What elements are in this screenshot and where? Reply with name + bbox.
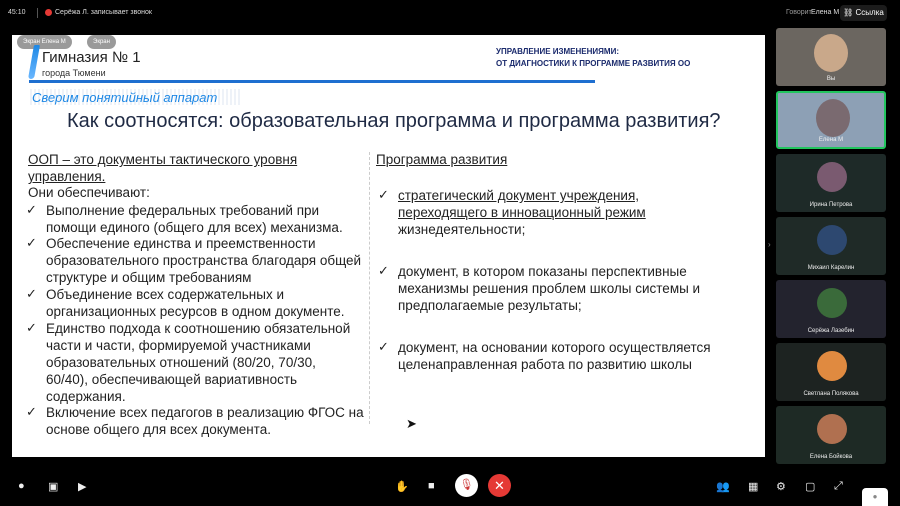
check-icon: ✓ bbox=[26, 286, 37, 301]
participant-name: Елена М bbox=[818, 137, 844, 143]
avatar bbox=[817, 225, 847, 255]
avatar bbox=[817, 288, 847, 318]
right-heading: Программа развития bbox=[376, 152, 508, 167]
check-icon: ✓ bbox=[26, 202, 37, 217]
column-divider bbox=[369, 152, 370, 424]
list-item-line: жизнедеятельности; bbox=[398, 222, 526, 237]
list-item-line: целенаправленная работа по развитию школы bbox=[398, 357, 692, 372]
grid-view-icon[interactable]: ▦ bbox=[748, 481, 759, 493]
list-item-line: переходящего в инновационный режим bbox=[398, 205, 646, 220]
list-item-line: помощи единого (общего для всех) механизма. bbox=[46, 220, 343, 235]
header-line: УПРАВЛЕНИЕ ИЗМЕНЕНИЯМИ: bbox=[496, 47, 619, 56]
record-icon[interactable]: ▶ bbox=[78, 481, 87, 493]
pip-icon[interactable]: ▢ bbox=[805, 481, 816, 493]
list-item bbox=[46, 320, 350, 405]
list-item bbox=[398, 263, 700, 314]
participant-tile[interactable] bbox=[776, 154, 886, 212]
check-icon: ✓ bbox=[26, 235, 37, 250]
list-item-line: образовательных отношений (80/20, 70/30, bbox=[46, 355, 316, 370]
participant-name: Светлана Полякова bbox=[803, 391, 859, 397]
link-button[interactable] bbox=[840, 5, 887, 21]
list-item-line: механизмы решения проблем школы системы и bbox=[398, 281, 701, 296]
participant-tile[interactable] bbox=[776, 343, 886, 401]
avatar bbox=[817, 162, 847, 192]
participant-name: Михаил Карелин bbox=[807, 265, 855, 271]
list-item-line: основе общего для всех документа. bbox=[46, 422, 271, 437]
participant-name: Елена Бойкова bbox=[809, 454, 853, 460]
mouse-cursor-icon: ➤ bbox=[406, 416, 417, 431]
list-item-line: Обеспечение единства и преемственности bbox=[46, 236, 316, 251]
screen-share-icon[interactable]: ▣ bbox=[48, 481, 59, 493]
speaking-label: Говорит bbox=[786, 9, 812, 16]
logo-title: Гимназия № 1 bbox=[42, 49, 141, 66]
check-icon: ✓ bbox=[378, 263, 389, 278]
participant-name: Ирина Петрова bbox=[809, 202, 853, 208]
check-icon: ✓ bbox=[378, 187, 389, 202]
shared-screen bbox=[12, 35, 765, 457]
mic-muted-button[interactable]: 🎙 bbox=[455, 474, 478, 497]
participants-icon[interactable]: 👥 bbox=[716, 481, 730, 493]
list-item bbox=[46, 235, 361, 286]
recording-icon bbox=[45, 9, 52, 16]
screen-chip[interactable]: Экран bbox=[87, 35, 116, 49]
collapse-panel-icon[interactable]: › bbox=[768, 240, 771, 249]
list-item-line: Объединение всех содержательных и bbox=[46, 287, 285, 302]
list-item-line: Включение всех педагогов в реализацию ФГОС на bbox=[46, 405, 364, 420]
participant-tile[interactable] bbox=[776, 280, 886, 338]
header-right bbox=[496, 46, 690, 70]
feedback-button[interactable]: ● bbox=[862, 488, 888, 506]
header-rule bbox=[29, 80, 595, 83]
end-call-button[interactable]: ✕ bbox=[488, 474, 511, 497]
list-item-line: документ, в котором показаны перспективные bbox=[398, 264, 687, 279]
screen-owner-chip[interactable]: Экран Елена М bbox=[17, 35, 72, 49]
list-item-line: части и части, формируемой участниками bbox=[46, 338, 311, 353]
list-item bbox=[46, 404, 364, 438]
participant-tile[interactable] bbox=[776, 406, 886, 464]
list-item-line: Выполнение федеральных требований при bbox=[46, 203, 320, 218]
participant-name: Вы bbox=[826, 76, 836, 82]
list-item bbox=[398, 187, 646, 238]
slide-title: Как соотносятся: образовательная программа и программа развития? bbox=[67, 110, 721, 132]
list-item-line: стратегический документ учреждения, bbox=[398, 188, 640, 203]
list-item-line: предполагаемые результаты; bbox=[398, 298, 582, 313]
list-item-line: Единство подхода к соотношению обязательной bbox=[46, 321, 351, 336]
avatar bbox=[814, 34, 848, 72]
list-item-line: содержания. bbox=[46, 389, 126, 404]
check-icon: ✓ bbox=[26, 320, 37, 335]
fullscreen-icon[interactable]: ⤢ bbox=[834, 480, 843, 492]
participant-name: Серёжа Лазебин bbox=[807, 328, 855, 334]
link-label: Ссылка bbox=[855, 8, 884, 17]
avatar bbox=[817, 414, 847, 444]
list-item bbox=[46, 202, 343, 236]
speaking-name: Елена М bbox=[811, 9, 840, 16]
divider bbox=[37, 8, 38, 18]
logo-subtitle: города Тюмени bbox=[42, 68, 106, 78]
participant-tile[interactable] bbox=[776, 28, 886, 86]
check-icon: ✓ bbox=[378, 339, 389, 354]
list-item-line: образовательного пространства благодаря общей bbox=[46, 253, 362, 268]
list-item bbox=[398, 339, 711, 373]
list-item-line: 60/40), обеспечивающей вариативность bbox=[46, 372, 298, 387]
header-line: ОТ ДИАГНОСТИКИ К ПРОГРАММЕ РАЗВИТИЯ ОО bbox=[496, 59, 691, 68]
left-heading: ООП – это документы тактического уровня управления. bbox=[28, 152, 298, 184]
chat-icon[interactable]: ● bbox=[18, 480, 25, 492]
logo-icon bbox=[28, 45, 40, 79]
list-item-line: организационных ресурсов в одном документе. bbox=[46, 304, 345, 319]
raise-hand-icon[interactable]: ✋ bbox=[395, 481, 409, 493]
list-item-line: структуре и общим требованиям bbox=[46, 270, 252, 285]
participant-tile[interactable] bbox=[776, 91, 886, 149]
participant-tile[interactable] bbox=[776, 217, 886, 275]
left-intro: Они обеспечивают: bbox=[28, 185, 150, 200]
call-timer: 45:10 bbox=[8, 9, 26, 16]
avatar bbox=[816, 99, 850, 137]
list-item-line: документ, на основании которого осуществляется bbox=[398, 340, 711, 355]
section-label: Сверим понятийный аппарат bbox=[32, 90, 218, 105]
avatar bbox=[817, 351, 847, 381]
settings-icon[interactable]: ⚙ bbox=[776, 481, 786, 493]
link-icon: ⛓ bbox=[843, 8, 854, 17]
check-icon: ✓ bbox=[26, 404, 37, 419]
camera-icon[interactable]: ■ bbox=[428, 480, 435, 492]
recording-status: Серёжа Л. записывает звонок bbox=[55, 9, 152, 16]
list-item bbox=[46, 286, 345, 320]
